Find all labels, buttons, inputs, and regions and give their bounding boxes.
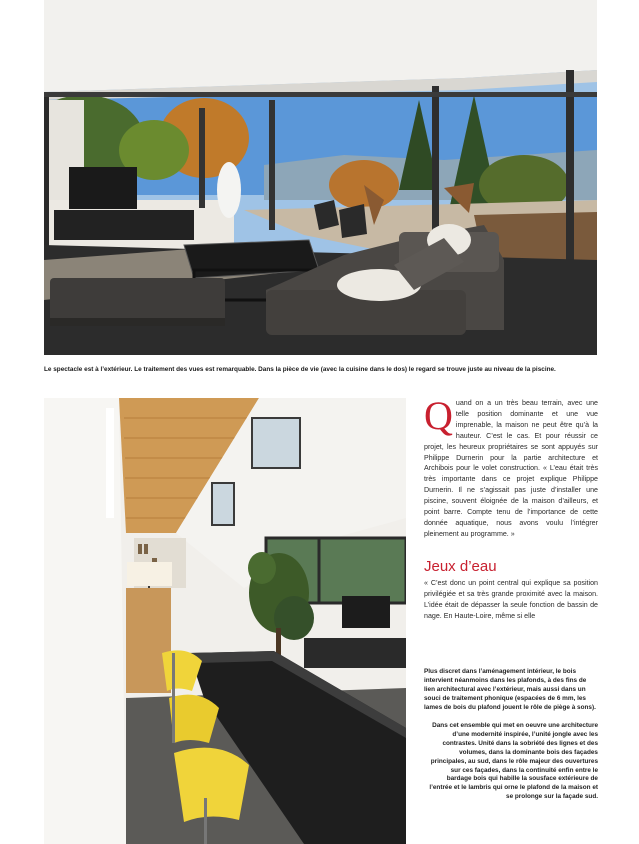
article-body-text: « C’est donc un point central qui explique sa position privilégiée et sa très grande proximité avec la maison. L’idée était de dépasser la seule fonction de bassin de nage. En Haute-Loire, même si elle: [424, 579, 598, 620]
sidebar-caption-2: Dans cet ensemble qui met en oeuvre une architecture d’une modernité inspirée, l’unité jongle avec les contrastes. Unité dans la sobriété des lignes et des volumes, dans la dominante bois des façades principales, au sud, dans le rôle majeur des ouvertures sur ces façades, dans la continuité enfin entre le bardage bois qui habille la sousface extérieure de l’entrée et le lambris qui orne le plafond de la maison et se prolonge sur la façade sud.: [429, 722, 598, 801]
photo-caption: Le spectacle est à l’extérieur. Le traitement des vues est remarquable. Dans la pièce de vie (avec la cuisine dans le dos) le regard se trouve juste au niveau de la piscine.: [44, 366, 556, 373]
section-heading: Jeux d’eau: [424, 558, 497, 575]
corridor-dining-photo: [44, 398, 406, 844]
living-room-photo: [44, 0, 597, 355]
sidebar-caption-1: Plus discret dans l’aménagement intérieur, le bois intervient néanmoins dans les plafonds, à des fins de lien architectural avec l’extérieur, mais aussi dans un souci de traitement phonique (espacées de 6 mm, les lames de bois du plafond jouent le rôle de piège à sons).: [424, 668, 596, 711]
article-body: [424, 578, 598, 622]
article-intro: [424, 393, 598, 540]
article-intro-text: uand on a un très beau terrain, avec une telle position dominante et une vue imprenable, la maison ne peut être qu’à la hauteur. C’est le cas. Et pour réussir ce projet, les heureux propriétaires se sont appuyés sur Philippe Durnerin pour la partie architecture et Archibois pour le volet construction. « L’eau était très très importante dans ce projet explique Philippe Durnerin. Il ne s’agissait pas juste d’installer une piscine, souvent éloignée de la maison d’ailleurs, et point barre. Compte tenu de l’importance de cette donnée aquatique, nous avons voulu l’intégrer pleinement au programme. »: [424, 399, 598, 538]
drop-cap: Q: [424, 393, 453, 438]
